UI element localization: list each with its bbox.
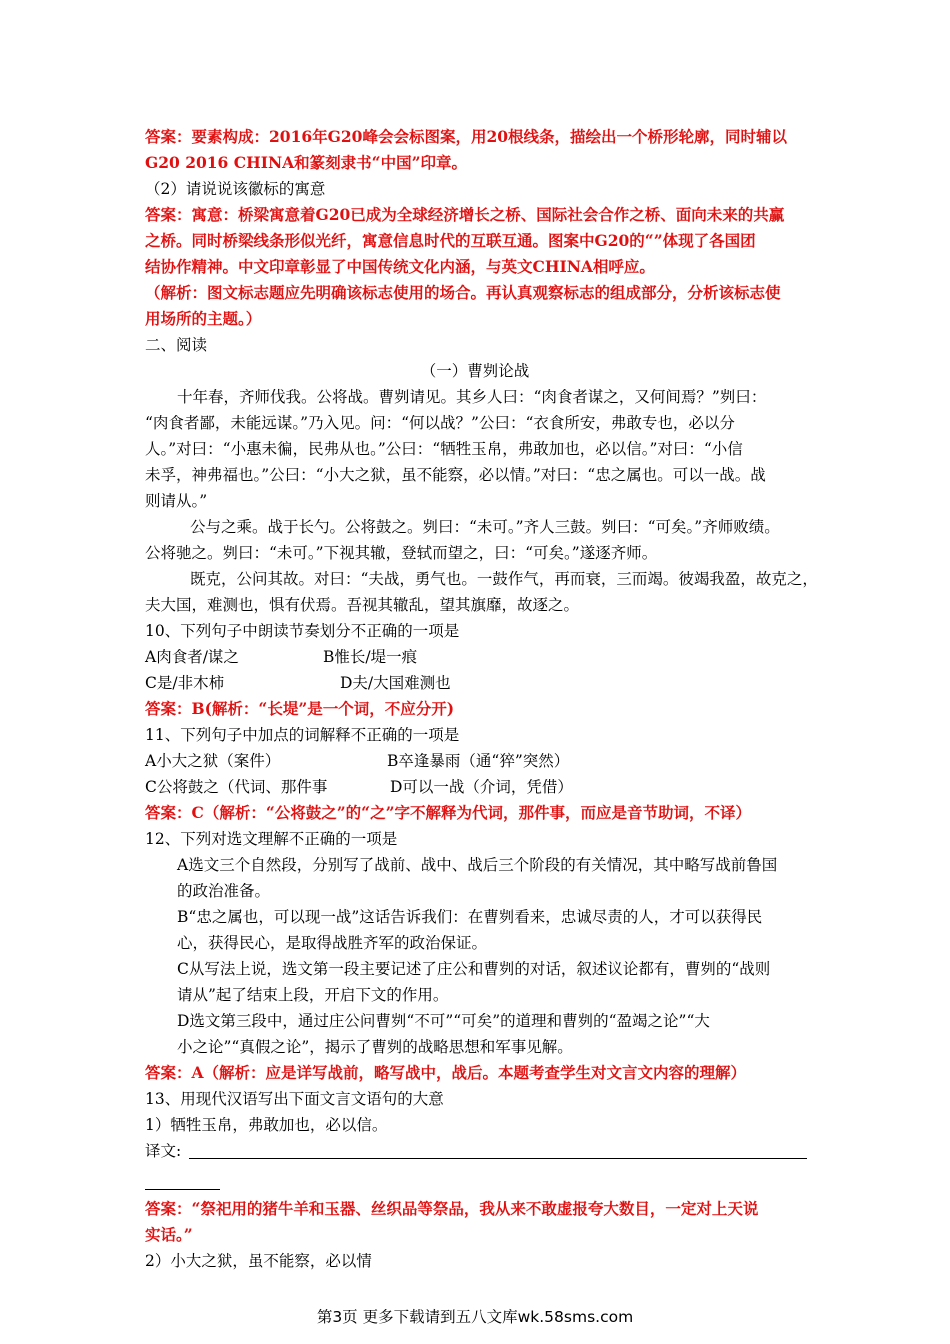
translation-blank-line-2[interactable] — [145, 1189, 220, 1190]
q12-stem: 12、下列对选文理解不正确的一项是 — [145, 830, 398, 848]
q12-option-b-line-1: B“忠之属也，可以现一战”这话告诉我们：在曹刿看来，忠诚尽责的人，才可以获得民 — [177, 908, 763, 926]
logo-analysis-line-2: 用场所的主题。） — [145, 309, 262, 328]
passage-p2-line-1: 公与之乘。战于长勺。公将鼓之。刿曰：“未可。”齐人三鼓。刿曰：“可矣。”齐师败绩。 — [190, 518, 780, 536]
q11-option-d: D可以一战（介词，凭借） — [390, 778, 573, 796]
q12-option-c-line-1: C从写法上说，选文第一段主要记述了庄公和曹刿的对话，叙述议论都有，曹刿的“战则 — [177, 960, 771, 978]
q11-stem: 11、下列句子中加点的词解释不正确的一项是 — [145, 726, 460, 744]
q11-option-b: B卒逢暴雨（通“猝”突然） — [387, 752, 570, 770]
q10-option-c: C是/非木柿 — [145, 674, 225, 692]
q13-answer-line-2: 实话。” — [145, 1225, 193, 1244]
q10-option-a: A肉食者/谋之 — [145, 648, 239, 666]
passage-title: （一）曹刿论战 — [420, 362, 530, 380]
q12-answer: 答案：A（解析：应是详写战前，略写战中，战后。本题考查学生对文言文内容的理解） — [145, 1063, 747, 1082]
q12-option-c-line-2: 请从”起了结束上段，开启下文的作用。 — [177, 986, 449, 1004]
q10-option-b: B惟长/堤一痕 — [323, 648, 418, 666]
translation-label: 译文: — [145, 1142, 182, 1160]
passage-p2-line-2: 公将驰之。刿曰：“未可。”下视其辙，登轼而望之，曰：“可矣。”遂逐齐师。 — [145, 544, 658, 562]
q12-option-a-line-1: A选文三个自然段，分别写了战前、战中、战后三个阶段的有关情况，其中略写战前鲁国 — [177, 856, 778, 874]
q10-option-d: D夫/大国难测也 — [340, 674, 451, 692]
q13-stem: 13、用现代汉语写出下面文言文语句的大意 — [145, 1090, 444, 1108]
q10-answer: 答案：B(解析：“长堤”是一个词，不应分开) — [145, 699, 455, 718]
logo-meaning-line-2: 之桥。同时桥梁线条形似光纤，寓意信息时代的互联互通。图案中G20的“”体现了各国团 — [145, 231, 756, 250]
logo-meaning-line-3: 结协作精神。中文印章彰显了中国传统文化内涵，与英文CHINA相呼应。 — [145, 257, 655, 276]
q12-option-a-line-2: 的政治准备。 — [177, 882, 271, 900]
logo-meaning-line-1: 答案：寓意：桥梁寓意着G20已成为全球经济增长之桥、国际社会合作之桥、面向未来的共赢 — [145, 205, 785, 224]
passage-p3-line-2: 夫大国，难测也，惧有伏焉。吾视其辙乱，望其旗靡，故逐之。 — [145, 596, 580, 614]
passage-p1-line-5: 则请从。” — [145, 492, 208, 510]
logo-answer-line-2: G20 2016 CHINA和篆刻隶书“中国”印章。 — [145, 153, 467, 172]
q11-answer: 答案：C（解析：“公将鼓之”的“之”字不解释为代词，那件事，而应是音节助词，不译） — [145, 803, 752, 822]
q11-option-c: C公将鼓之（代词、那件事 — [145, 778, 328, 796]
logo-answer-line-1: 答案：要素构成：2016年G20峰会会标图案，用20根线条，描绘出一个桥形轮廓，同时辅以 — [145, 127, 788, 146]
q13-item-1: 1）牺牲玉帛，弗敢加也，必以信。 — [145, 1116, 388, 1134]
q12-option-b-line-2: 心，获得民心，是取得战胜齐军的政治保证。 — [177, 934, 488, 952]
logo-sub-question-2: （2）请说说该徽标的寓意 — [145, 180, 326, 198]
q10-stem: 10、下列句子中朗读节奏划分不正确的一项是 — [145, 622, 460, 640]
q13-answer-line-1: 答案：“祭祀用的猪牛羊和玉器、丝织品等祭品，我从来不敢虚报夸大数目，一定对上天说 — [145, 1199, 759, 1218]
passage-p3-line-1: 既克，公问其故。对曰：“夫战，勇气也。一鼓作气，再而衰，三而竭。彼竭我盈，故克之， — [190, 570, 818, 588]
passage-p1-line-2: “肉食者鄙，未能远谋。”乃入见。问：“何以战？”公曰：“衣食所安，弗敢专也，必以分 — [145, 414, 735, 432]
q12-option-d-line-2: 小之论”“真假之论”，揭示了曹刿的战略思想和军事见解。 — [177, 1038, 573, 1056]
q13-item-2: 2）小大之狱，虽不能察，必以情 — [145, 1252, 372, 1270]
page-footer: 第3页 更多下载请到五八文库wk.58sms.com — [316, 1308, 634, 1326]
passage-p1-line-3: 人。”对曰：“小惠未徧，民弗从也。”公曰：“牺牲玉帛，弗敢加也，必以信。”对曰：“小信 — [145, 440, 743, 458]
logo-analysis-line-1: （解析：图文标志题应先明确该标志使用的场合。再认真观察标志的组成部分，分析该标志使 — [145, 283, 781, 302]
q12-option-d-line-1: D选文第三段中，通过庄公问曹刿“不可”“可矣”的道理和曹刿的“盈竭之论”“大 — [177, 1012, 710, 1030]
section-title: 二、阅读 — [145, 336, 208, 354]
q11-option-a: A小大之狱（案件） — [145, 752, 281, 770]
passage-p1-line-4: 未孚，神弗福也。”公曰：“小大之狱，虽不能察，必以情。”对曰：“忠之属也。可以一战。战 — [145, 466, 766, 484]
passage-p1-line-1: 十年春，齐师伐我。公将战。曹刿请见。其乡人曰：“肉食者谋之，又何间焉？”刿曰： — [177, 388, 767, 406]
translation-blank-line-1[interactable] — [189, 1158, 807, 1159]
